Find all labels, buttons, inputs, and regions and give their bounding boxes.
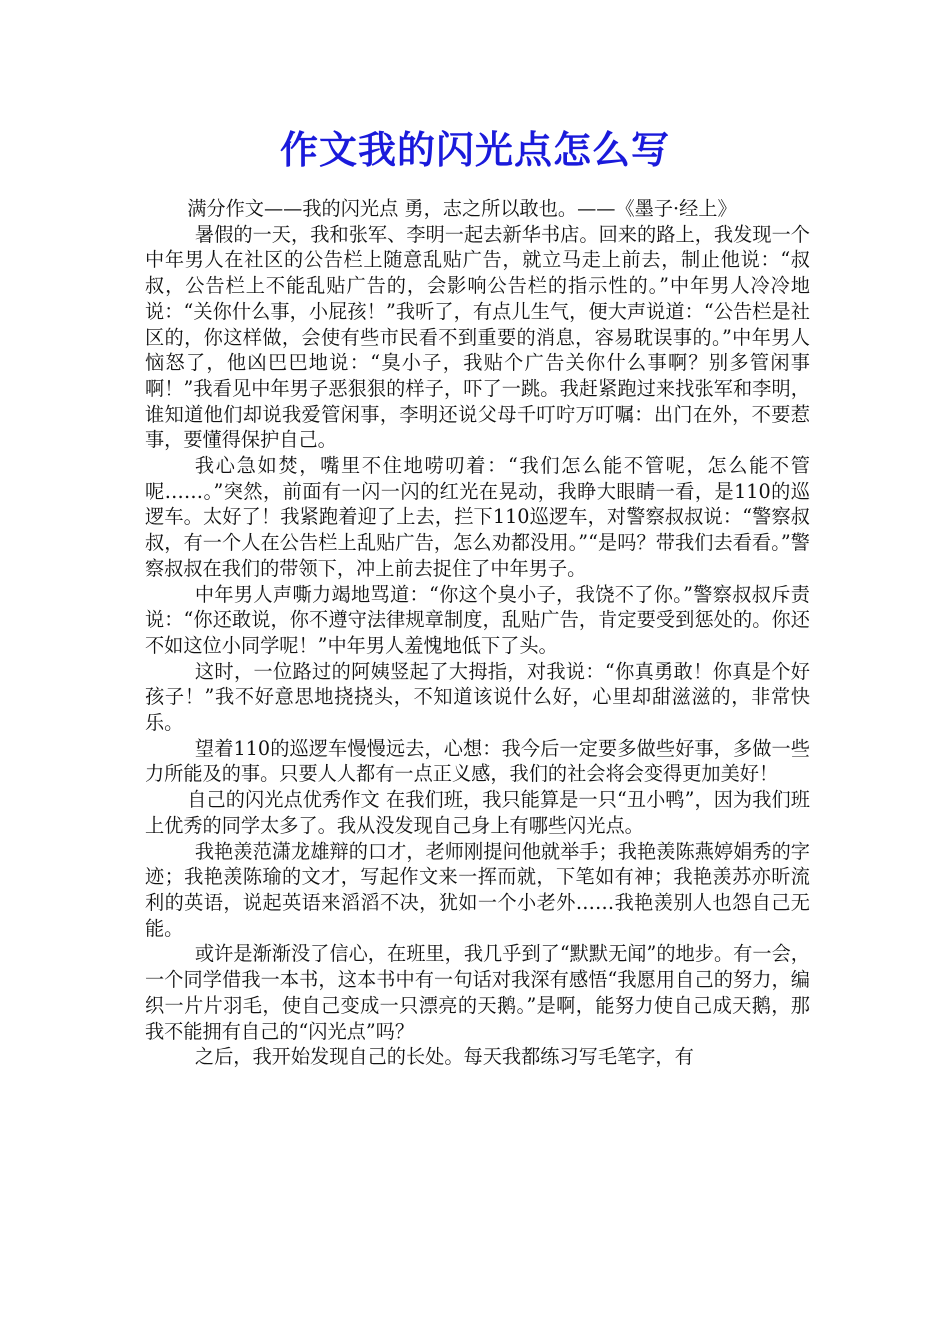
paragraph-1: 满分作文——我的闪光点 勇，志之所以敢也。——《墨子·经上》 (187, 197, 737, 220)
paragraph-4: 中年男人声嘶力竭地骂道：“你这个臭小子，我饶不了你。”警察叔叔斥责说：“你还敢说，你不遵守法律规章制度，乱贴广告，肯定要受到惩处的。你还不如这位小同学呢！”中年男人羞愧地低下了头。 (145, 582, 810, 657)
document-title: 作文我的闪光点怎么写 (279, 127, 670, 172)
paragraph-3: 我心急如焚，嘴里不住地唠叨着：“我们怎么能不管呢，怎么能不管呢……。”突然，前面有一闪一闪的红光在晃动，我睁大眼睛一看，是110的巡逻车。太好了！我紧跑着迎了上去，拦下110巡逻车，对警察叔叔说：“警察叔叔，有一个人在公告栏上乱贴广告，怎么劝都没用。”“是吗？带我们去看看。”警察叔叔在我们的带领下，冲上前去捉住了中年男子。 (145, 454, 810, 580)
document-body (145, 196, 810, 1070)
paragraph-6: 望着110的巡逻车慢慢远去，心想：我今后一定要多做些好事，多做一些力所能及的事。只要人人都有一点正义感，我们的社会将会变得更加美好！ (145, 736, 810, 786)
paragraph-9: 或许是渐渐没了信心，在班里，我几乎到了“默默无闻”的地步。有一会，一个同学借我一本书，这本书中有一句话对我深有感悟“我愿用自己的努力，编织一片片羽毛，使自己变成一只漂亮的天鹅。”是啊，能努力使自己成天鹅，那我不能拥有自己的“闪光点”吗？ (145, 942, 810, 1043)
paragraph-5: 这时，一位路过的阿姨竖起了大拇指，对我说：“你真勇敢！你真是个好孩子！”我不好意思地挠挠头，不知道该说什么好，心里却甜滋滋的，非常快乐。 (145, 659, 810, 735)
paragraph-2: 暑假的一天，我和张军、李明一起去新华书店。回来的路上，我发现一个中年男人在社区的公告栏上随意乱贴广告，就立马走上前去，制止他说：“叔叔，公告栏上不能乱贴广告的，会影响公告栏的指示性的。”中年男人冷冷地说：“关你什么事，小屁孩！”我听了，有点儿生气，便大声说道：“公告栏是社区的，你这样做，会使有些市民看不到重要的消息，容易耽误事的。”中年男人恼怒了，他凶巴巴地说：“臭小子，我贴个广告关你什么事啊？别多管闲事啊！”我看见中年男子恶狠狠的样子，吓了一跳。我赶紧跑过来找张军和李明，谁知道他们却说我爱管闲事，李明还说父母千叮咛万叮嘱：出门在外，不要惹事，要懂得保护自己。 (145, 222, 810, 452)
paragraph-8: 我艳羡范潇龙雄辩的口才，老师刚提问他就举手；我艳羡陈燕婷娟秀的字迹；我艳羡陈瑜的文才，写起作文来一挥而就，下笔如有神；我艳羡苏亦昕流利的英语，说起英语来滔滔不决，犹如一个小老外……我艳羡别人也怨自己无能。 (145, 839, 810, 940)
paragraph-10: 之后，我开始发现自己的长处。每天我都练习写毛笔字，有 (194, 1045, 694, 1069)
paragraph-7: 自己的闪光点优秀作文 在我们班，我只能算是一只“丑小鸭”，因为我们班上优秀的同学太多了。我从没发现自己身上有哪些闪光点。 (145, 788, 810, 837)
